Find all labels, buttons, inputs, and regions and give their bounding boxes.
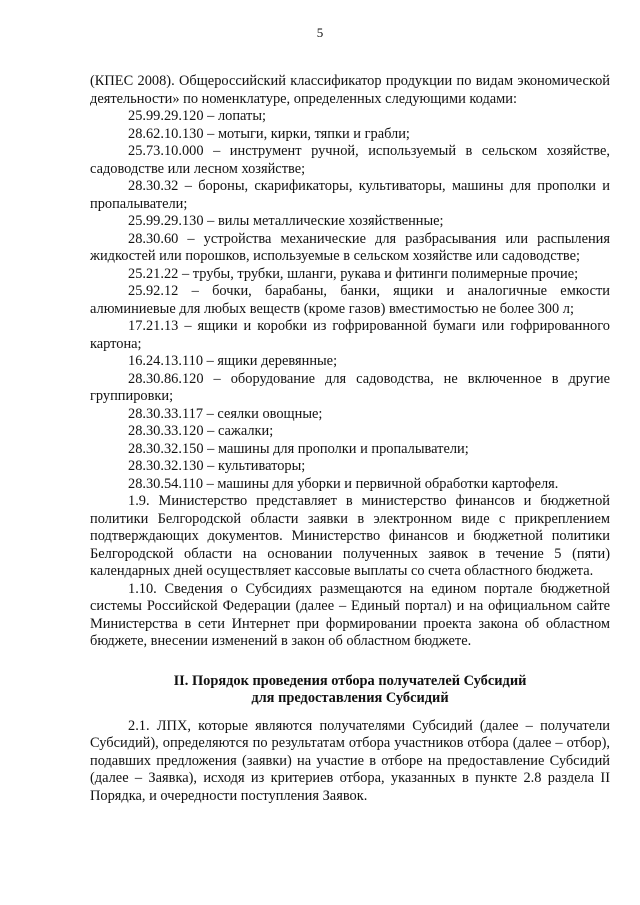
code-item: 28.30.32 – бороны, скарификаторы, культиваторы, машины для прополки и пропалыватели;: [90, 178, 610, 212]
document-body: [90, 73, 610, 805]
section-heading-line-1: II. Порядок проведения отбора получателей Субсидий: [173, 672, 527, 689]
paragraph-1-9: 1.9. Министерство представляет в министерство финансов и бюджетной политики Белгородской области заявки в электронном виде с прикреплением подтверждающих документов. Министерство финансов и бюджетной политики Белгородской области на основании полученных заявок в течение 5 (пяти) календарных дней осуществляет кассовые выплаты со счета областного бюджета.: [90, 493, 610, 579]
code-item: 28.30.32.130 – культиваторы;: [128, 458, 306, 474]
paragraph-2-1: 2.1. ЛПХ, которые являются получателями Субсидий (далее – получатели Субсидий), определяются по результатам отбора участников отбора (далее – отбор), подавших предложения (заявки) на участие в отборе на предоставление Субсидий (далее – Заявка), исходя из критериев отбора, указанных в пункте 2.8 раздела II Порядка, и очередности поступления Заявок.: [90, 717, 610, 804]
code-item: 16.24.13.110 – ящики деревянные;: [128, 353, 338, 369]
page-number: 5: [316, 25, 324, 40]
code-item: 28.30.54.110 – машины для уборки и первичной обработки картофеля.: [128, 475, 559, 492]
code-item: 28.30.32.150 – машины для прополки и пропалыватели;: [128, 440, 469, 457]
code-item: 28.30.86.120 – оборудование для садоводства, не включенное в другие группировки;: [90, 370, 610, 404]
paragraph-1-10: 1.10. Сведения о Субсидиях размещаются на едином портале бюджетной системы Российской Федерации (далее – Единый портал) и на официальном сайте Министерства в сети Интернет при формировании проекта закона об областном бюджете, внесении изменений в закон об областном бюджете.: [90, 580, 610, 649]
code-item: 25.21.22 – трубы, трубки, шланги, рукава и фитинги полимерные прочие;: [128, 265, 579, 282]
code-item: 28.30.60 – устройства механические для разбрасывания или распыления жидкостей или порошков, используемые в сельском хозяйстве или садоводстве;: [90, 230, 610, 264]
code-item: 28.30.33.117 – сеялки овощные;: [128, 405, 323, 422]
code-item: 17.21.13 – ящики и коробки из гофрированной бумаги или гофрированного картона;: [90, 318, 610, 352]
code-item: 28.62.10.130 – мотыги, кирки, тяпки и грабли;: [128, 125, 410, 142]
code-item: 25.73.10.000 – инструмент ручной, используемый в сельском хозяйстве, садоводстве или лесном хозяйстве;: [90, 143, 610, 177]
code-item: 25.99.29.130 – вилы металлические хозяйственные;: [128, 213, 444, 229]
code-item: 25.92.12 – бочки, барабаны, банки, ящики и аналогичные емкости алюминиевые для любых веществ (кроме газов) вместимостью не более 300 л;: [90, 283, 610, 317]
code-item: 25.99.29.120 – лопаты;: [128, 108, 266, 124]
paragraph: (КПЕС 2008). Общероссийский классификатор продукции по видам экономической деятельности» по номенклатуре, определенных следующими кодами:: [90, 73, 610, 107]
code-item: 28.30.33.120 – сажалки;: [128, 423, 274, 439]
section-heading-line-2: для предоставления Субсидий: [251, 690, 449, 706]
